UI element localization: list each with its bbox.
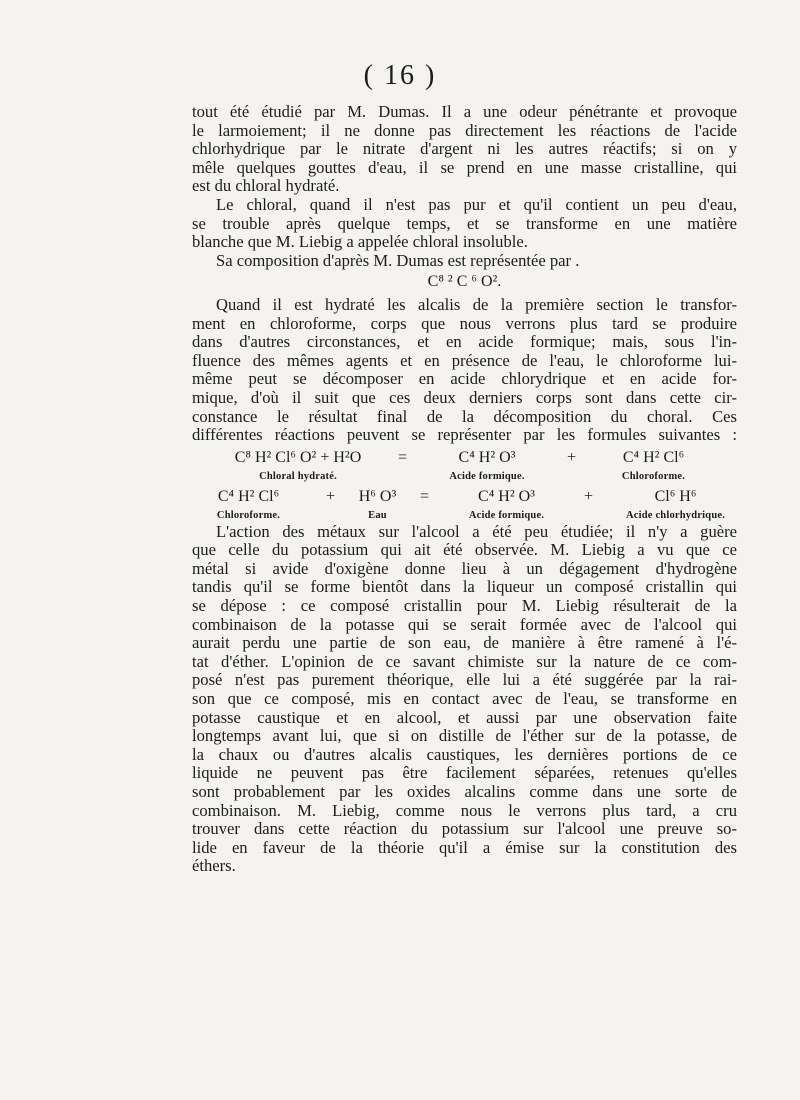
- body-text: [192, 103, 737, 876]
- text-line: son que ce composé, mis en contact avec de l'eau, se transforme en: [192, 690, 737, 709]
- text-line: est du chloral hydraté.: [192, 177, 340, 196]
- text-line: le larmoiement; il ne donne pas directement les réactions de l'acide: [192, 121, 737, 140]
- label-hydrochloric-acid: Acide chlorhydrique.: [625, 509, 726, 521]
- formula-chloral-insoluble: C⁸ ² C ⁶ O².: [427, 273, 502, 291]
- text-line: mêle quelques gouttes d'eau, il se prend en une masse cristalline, qui: [192, 158, 737, 177]
- text-line: différentes réactions peuvent se représenter par les formules suivantes :: [192, 426, 737, 445]
- text-line: combinaison de la potasse qui se serait formée avec de l'alcool qui: [192, 615, 737, 634]
- text-line: trouver dans cette réaction du potassium sur l'alcool une preuve so-: [192, 820, 737, 839]
- equals-sign: =: [419, 488, 430, 506]
- reactant-chloroform: C⁴ H² Cl⁶: [217, 488, 280, 506]
- text-line: Le chloral, quand il n'est pas pur et qu'il contient un peu d'eau,: [216, 195, 737, 214]
- plus-sign: +: [566, 449, 577, 467]
- reactant-water: H⁶ O³: [358, 488, 397, 506]
- text-line: mique, d'où il suit que ces deux derniers corps sont dans cette cir-: [192, 388, 737, 407]
- text-line: tout été étudié par M. Dumas. Il a une odeur pénétrante et provoque: [192, 103, 737, 121]
- text-line: dans d'autres circonstances, et en acide formique; mais, sous l'in-: [192, 333, 737, 352]
- product-formic-acid: C⁴ H² O³: [458, 449, 516, 467]
- text-line: se trouble après quelque temps, et se transforme en une matière: [192, 214, 737, 233]
- text-line: chlorhydrique par le nitrate d'argent ni les autres réactifs; si on y: [192, 140, 737, 159]
- product-formic-acid: C⁴ H² O³: [478, 488, 535, 506]
- label-formic-acid: Acide formique.: [468, 509, 545, 521]
- paragraph-2: [192, 196, 737, 252]
- reaction-equation-2: [192, 488, 737, 523]
- label-water: Eau: [368, 509, 387, 521]
- paragraph-1: [192, 103, 737, 196]
- plus-sign: +: [325, 488, 336, 506]
- text-line: sont probablement par les oxides alcalins comme dans une sorte de: [192, 783, 737, 801]
- paragraph-3: [192, 252, 737, 271]
- page-number: ( 16 ): [363, 60, 437, 91]
- text-line: que celle du potassium qui ait été observée. M. Liebig a vu que ce: [192, 541, 737, 560]
- text-line: se dépose : ce composé cristallin pour M. Liebig résulterait de la: [192, 597, 737, 616]
- text-line: ment en chloroforme, corps que nous verrons plus tard se produire: [192, 314, 737, 333]
- text-line: constance le résultat final de la décomposition du choral. Ces: [192, 407, 737, 426]
- reaction-equation-1: [192, 449, 737, 484]
- label-chloral-hydrate: Chloral hydraté.: [259, 470, 337, 482]
- text-line: fluence des mêmes agents et en présence de l'eau, le chloroforme lui-: [192, 351, 737, 370]
- text-line: éthers.: [192, 857, 236, 876]
- text-line: aurait perdu une partie de son eau, de manière à être ramené à l'é-: [192, 634, 737, 653]
- text-line: même peut se décomposer en acide chlorydrique et en acide for-: [192, 370, 737, 389]
- text-line: tat d'éther. L'opinion de ce savant chimiste sur la nature de ce com-: [192, 652, 737, 671]
- text-line: Sa composition d'après M. Dumas est représentée par .: [216, 251, 580, 270]
- label-formic-acid: Acide formique.: [449, 470, 525, 482]
- text-line: L'action des métaux sur l'alcool a été peu étudiée; il n'y a guère: [216, 522, 737, 541]
- text-line: métal si avide d'oxigène donne lieu à un dégagement d'hydrogène: [192, 559, 737, 578]
- text-line: posé n'est pas purement théorique, elle lui a été suggérée par la rai-: [192, 671, 737, 690]
- text-line: Quand il est hydraté les alcalis de la première section le transfor-: [216, 295, 737, 314]
- paragraph-5: [192, 523, 737, 876]
- text-line: lide en faveur de la théorie qu'il a émise sur la constitution des: [192, 838, 737, 857]
- text-line: potasse caustique et en alcool, et aussi par une observation faite: [192, 708, 737, 727]
- text-line: la chaux ou d'autres alcalis caustiques, les dernières portions de ce: [192, 745, 737, 764]
- equals-sign: =: [397, 449, 408, 467]
- paragraph-4: [192, 296, 737, 445]
- reactant-chloral-hydrate: C⁸ H² Cl⁶ O² + H²O: [234, 449, 362, 467]
- text-line: tandis qu'il se forme bientôt dans la liqueur un composé cristallin qui: [192, 578, 737, 597]
- text-line: combinaison. M. Liebig, comme nous le verrons plus tard, a cru: [192, 801, 737, 820]
- label-chloroform: Chloroforme.: [216, 509, 281, 521]
- product-hydrochloric-acid: Cl⁶ H⁶: [654, 488, 697, 506]
- text-line: liquide ne peuvent pas être facilement séparées, retenues qu'elles: [192, 764, 737, 783]
- text-line: blanche que M. Liebig a appelée chloral insoluble.: [192, 233, 528, 252]
- product-chloroform: C⁴ H² Cl⁶: [622, 449, 685, 467]
- plus-sign: +: [583, 488, 594, 506]
- label-chloroform: Chloroforme.: [621, 470, 686, 482]
- text-line: longtemps avant lui, que si on distille de l'éther sur de la potasse, de: [192, 727, 737, 746]
